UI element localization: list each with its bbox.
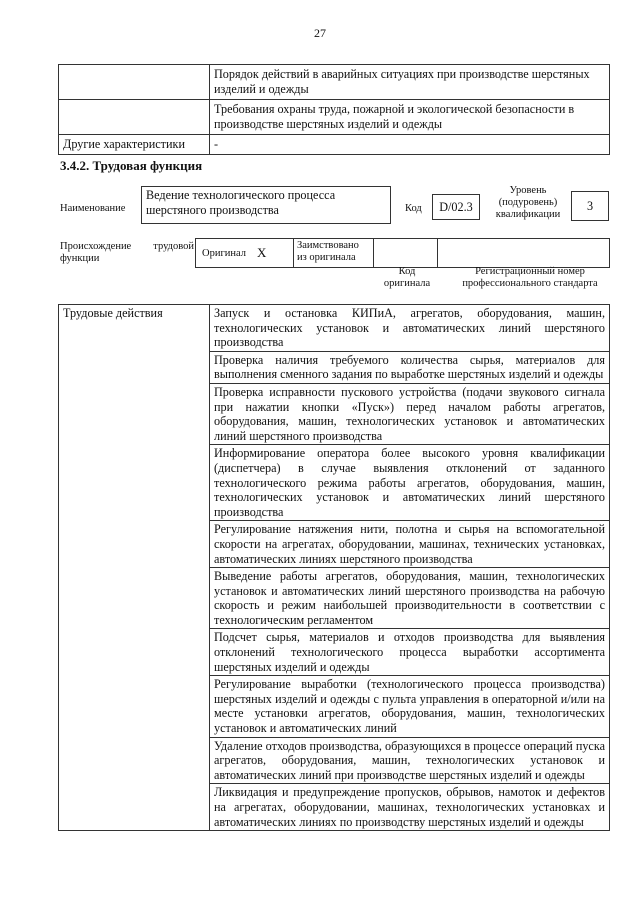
action-item: Информирование оператора более высокого уровня квалификации (диспетчера) в случае выявления отклонений от заданного технологического режима работы агрегатов, оборудования, машин, технологических установок и автоматических линий шерстяного производства xyxy=(210,445,610,521)
action-item: Запуск и остановка КИПиА, агрегатов, оборудования, машин, технологических установок и автоматических линий шерстяного производства xyxy=(210,305,610,352)
row-label xyxy=(59,65,210,100)
section-title: 3.4.2. Трудовая функция xyxy=(60,158,203,173)
row-value: Порядок действий в аварийных ситуациях при производстве шерстяных изделий и одежды xyxy=(210,65,610,100)
action-item: Подсчет сырья, материалов и отходов производства для выявления отклонений технологического процесса выработки ассортимента шерстяных изделий и одежды xyxy=(210,629,610,676)
name-value: Ведение технологического процесса шерстяного производства xyxy=(141,186,391,224)
actions-table xyxy=(58,304,610,831)
original-label: Оригинал xyxy=(202,248,246,259)
code-value: D/02.3 xyxy=(432,194,480,220)
name-label: Наименование xyxy=(60,203,126,214)
page-number: 27 xyxy=(314,26,326,40)
table-row xyxy=(59,100,610,135)
action-item: Проверка исправности пускового устройства (подачи звукового сигнала при нажатии кнопки «Пуск») перед началом работы агрегатов, оборудования, машин, технологических установок и автоматических линий шерстяного производства xyxy=(210,383,610,444)
action-item: Ликвидация и предупреждение пропусков, обрывов, намоток и дефектов на агрегатах, оборудовании, машинах, технологических установках и автоматических линиях по производству шерстяных изделий и одежды xyxy=(210,784,610,831)
row-label xyxy=(59,100,210,135)
code-label: Код xyxy=(405,203,422,214)
divider xyxy=(293,238,294,268)
row-value: - xyxy=(210,135,610,155)
borrowed-label: Заимствовано из оригинала xyxy=(297,240,359,263)
action-item: Проверка наличия требуемого количества сырья, материалов для выполнения сменного задания по выработке шерстяных изделий и одежды xyxy=(210,351,610,383)
code-caption: Код оригинала xyxy=(383,266,431,289)
divider xyxy=(437,238,438,268)
table-row xyxy=(59,65,610,100)
actions-label: Трудовые действия xyxy=(59,305,210,831)
action-item: Регулирование натяжения нити, полотна и сырья на вспомогательной скорости на агрегатах, оборудовании, машинах, технических установках, автоматических линиях шерстяного производства xyxy=(210,521,610,568)
action-item: Выведение работы агрегатов, оборудования, машин, технологических установок и автоматических линий шерстяного производства на рабочую скорость и режим наибольшей производительности в соответствии с технологическим регламентом xyxy=(210,568,610,629)
table-row xyxy=(59,135,610,155)
reg-caption: Регистрационный номер профессионального стандарта xyxy=(462,266,598,289)
action-item: Удаление отходов производства, образующихся в процессе операций пуска агрегатов, оборудования, машин, технологических установок и автоматических линий при производстве шерстяных изделий и одежды xyxy=(210,737,610,784)
divider xyxy=(373,238,374,268)
top-table xyxy=(58,64,610,155)
action-item: Регулирование выработки (технологического процесса производства) шерстяных изделий и одежды с пульта управления в операторной и/или на месте установки агрегатов, оборудования, машин, технологических установок и автоматических линий xyxy=(210,676,610,737)
row-value: Требования охраны труда, пожарной и экологической безопасности в производстве шерстяных изделий и одежды xyxy=(210,100,610,135)
row-label: Другие характеристики xyxy=(59,135,210,155)
level-value: 3 xyxy=(571,191,609,221)
origin-label: Происхождение трудовой функции xyxy=(60,241,194,264)
table-row xyxy=(59,305,610,352)
original-mark: X xyxy=(257,245,267,260)
level-label: Уровень (подуровень) квалификации xyxy=(495,185,561,220)
